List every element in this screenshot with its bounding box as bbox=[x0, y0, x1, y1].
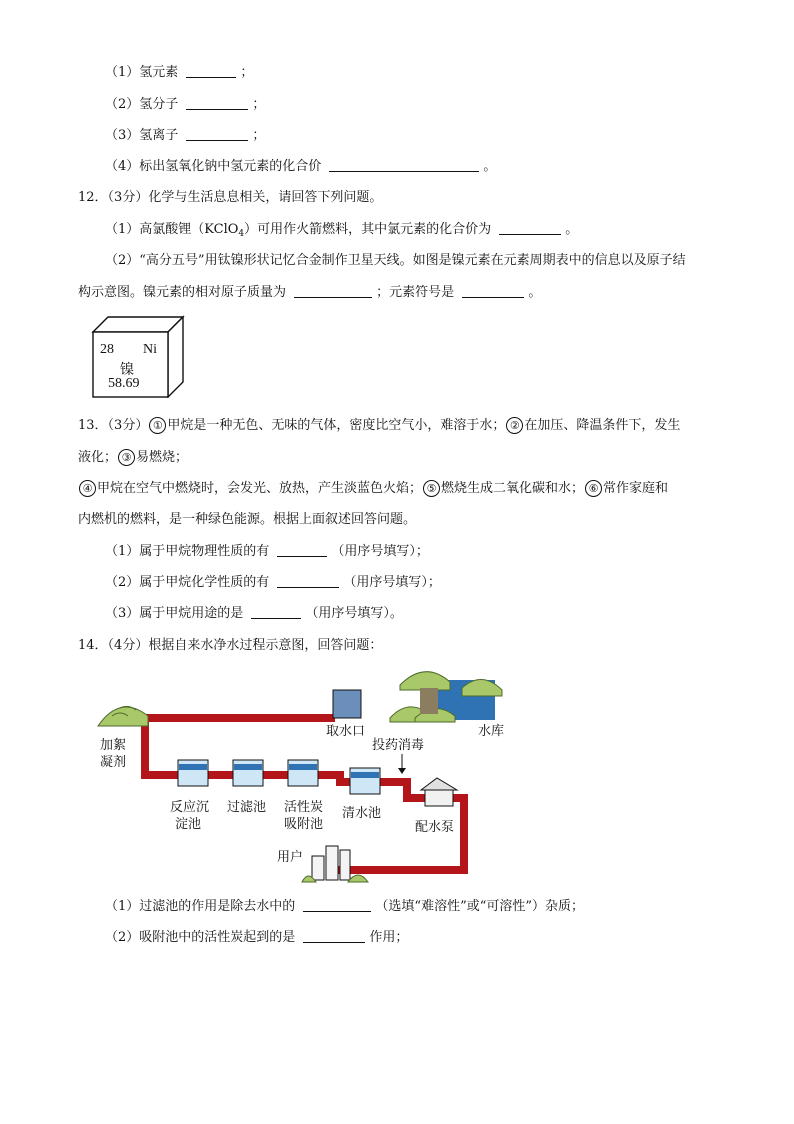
element-symbol: Ni bbox=[143, 342, 157, 357]
q14-item-2 bbox=[105, 929, 408, 947]
q11-item-4-text: （4）标出氢氧化钠中氢元素的化合价 bbox=[105, 159, 322, 174]
answer-blank[interactable] bbox=[303, 930, 365, 943]
q12-item-2-line-2 bbox=[78, 284, 541, 302]
q13-title: 13．（3分） bbox=[78, 418, 149, 433]
label-clear-pool: 清水池 bbox=[342, 806, 382, 821]
answer-blank[interactable] bbox=[329, 159, 479, 172]
q11-item-3 bbox=[105, 127, 265, 145]
q14-item-1-text: （1）过滤池的作用是除去水中的 bbox=[105, 899, 296, 914]
q13-text: 在加压、降温条件下，发生 bbox=[524, 418, 681, 433]
element-name: 镍 bbox=[120, 362, 134, 378]
q13-item-1-text: （1）属于甲烷物理性质的有 bbox=[105, 544, 270, 559]
q13-item-3-suffix: （用序号填写）。 bbox=[305, 606, 403, 621]
atomic-number: 28 bbox=[100, 342, 114, 357]
q11-item-3-text: （3）氢离子 bbox=[105, 128, 179, 143]
label-reservoir: 水库 bbox=[478, 724, 505, 739]
circled-number: ③ bbox=[118, 449, 135, 466]
q13-text: 易燃烧； bbox=[136, 450, 189, 465]
q13-line-2 bbox=[78, 449, 188, 467]
atomic-mass: 58.69 bbox=[108, 376, 140, 391]
label-user: 用户 bbox=[277, 850, 304, 865]
element-tile bbox=[88, 314, 186, 398]
q11-item-4 bbox=[105, 158, 496, 176]
q12-item-1-text: （1）高氯酸锂（KClO bbox=[105, 222, 239, 237]
q13-line-1 bbox=[78, 417, 680, 435]
answer-blank[interactable] bbox=[251, 606, 301, 619]
q14-item-2-text: （2）吸附池中的活性炭起到的是 bbox=[105, 930, 296, 945]
answer-blank[interactable] bbox=[186, 128, 248, 141]
q12-item-1 bbox=[105, 221, 578, 243]
circled-number: ① bbox=[149, 417, 166, 434]
label-coagulant-2: 凝剂 bbox=[100, 755, 127, 770]
label-intake: 取水口 bbox=[326, 724, 366, 739]
label-disinfect: 投药消毒 bbox=[372, 738, 425, 753]
q11-item-4-suffix: 。 bbox=[483, 159, 497, 174]
q13-text: 液化； bbox=[78, 450, 118, 465]
q11-item-2-text: （2）氢分子 bbox=[105, 97, 179, 112]
label-carbon-2: 吸附池 bbox=[284, 817, 324, 832]
q13-item-2-suffix: （用序号填写）； bbox=[343, 575, 441, 590]
answer-blank[interactable] bbox=[294, 285, 372, 298]
q12-title: 12．（3分）化学与生活息息相关，请回答下列问题。 bbox=[78, 190, 383, 205]
q14-item-2-suffix: 作用； bbox=[369, 930, 409, 945]
q13-item-1 bbox=[105, 543, 429, 561]
label-carbon-1: 活性炭 bbox=[284, 800, 324, 815]
q11-item-2 bbox=[105, 96, 265, 114]
circled-number: ⑤ bbox=[423, 480, 440, 497]
q12-item-2-text-2: ；元素符号是 bbox=[376, 285, 455, 300]
user-buildings bbox=[312, 846, 350, 880]
q11-item-3-suffix: ； bbox=[252, 128, 266, 143]
circled-number: ④ bbox=[79, 480, 96, 497]
q13-text: 甲烷是一种无色、无味的气体，密度比空气小，难溶于水； bbox=[167, 418, 506, 433]
q13-item-1-suffix: （用序号填写）； bbox=[331, 544, 429, 559]
q13-text: 甲烷在空气中燃烧时，会发光、放热，产生淡蓝色火焰； bbox=[97, 481, 423, 496]
q11-item-1 bbox=[105, 64, 253, 82]
q11-item-1-text: （1）氢元素 bbox=[105, 65, 179, 80]
pump-house bbox=[421, 778, 457, 806]
answer-blank[interactable] bbox=[186, 97, 248, 110]
q14-title: 14．（4分）根据自来水净水过程示意图，回答问题： bbox=[78, 638, 383, 653]
q13-item-2 bbox=[105, 574, 441, 592]
tree-left bbox=[98, 706, 148, 726]
q12-item-1-suffix: 。 bbox=[565, 222, 579, 237]
q12-item-1-text-2: ）可用作火箭燃料，其中氯元素的化合价为 bbox=[244, 222, 492, 237]
q11-item-2-suffix: ； bbox=[252, 97, 266, 112]
intake-box bbox=[333, 690, 361, 718]
answer-blank[interactable] bbox=[277, 575, 339, 588]
label-settling-2: 淀池 bbox=[175, 817, 202, 832]
answer-blank[interactable] bbox=[303, 899, 371, 912]
q13-line-3 bbox=[78, 480, 668, 498]
subscript: 4 bbox=[238, 229, 245, 239]
answer-blank[interactable] bbox=[462, 285, 524, 298]
q12-item-2-line-1: （2）“高分五号”用钛镍形状记忆合金制作卫星天线。如图是镍元素在元素周期表中的信息以及原子结 bbox=[105, 253, 686, 268]
q14-item-1-suffix: （选填“难溶性”或“可溶性”）杂质； bbox=[375, 899, 585, 914]
water-purification-diagram bbox=[90, 660, 510, 890]
q13-text: 常作家庭和 bbox=[603, 481, 669, 496]
label-coagulant-1: 加絮 bbox=[100, 738, 127, 753]
q12-item-2-suffix: 。 bbox=[528, 285, 542, 300]
q11-item-1-suffix: ； bbox=[240, 65, 254, 80]
answer-blank[interactable] bbox=[277, 544, 327, 557]
label-settling-1: 反应沉 bbox=[170, 800, 210, 815]
q13-item-3 bbox=[105, 605, 403, 623]
q13-item-3-text: （3）属于甲烷用途的是 bbox=[105, 606, 244, 621]
q14-item-1 bbox=[105, 898, 584, 916]
answer-blank[interactable] bbox=[186, 65, 236, 78]
circled-number: ② bbox=[506, 417, 523, 434]
q13-line-4: 内燃机的燃料，是一种绿色能源。根据上面叙述回答问题。 bbox=[78, 512, 417, 527]
q12-item-2-text: 构示意图。镍元素的相对原子质量为 bbox=[78, 285, 287, 300]
q13-text: 燃烧生成二氧化碳和水； bbox=[441, 481, 585, 496]
arrow-head bbox=[398, 768, 406, 774]
label-pump: 配水泵 bbox=[415, 820, 455, 835]
q13-item-2-text: （2）属于甲烷化学性质的有 bbox=[105, 575, 270, 590]
answer-blank[interactable] bbox=[499, 222, 561, 235]
circled-number: ⑥ bbox=[585, 480, 602, 497]
label-filter: 过滤池 bbox=[227, 800, 267, 815]
